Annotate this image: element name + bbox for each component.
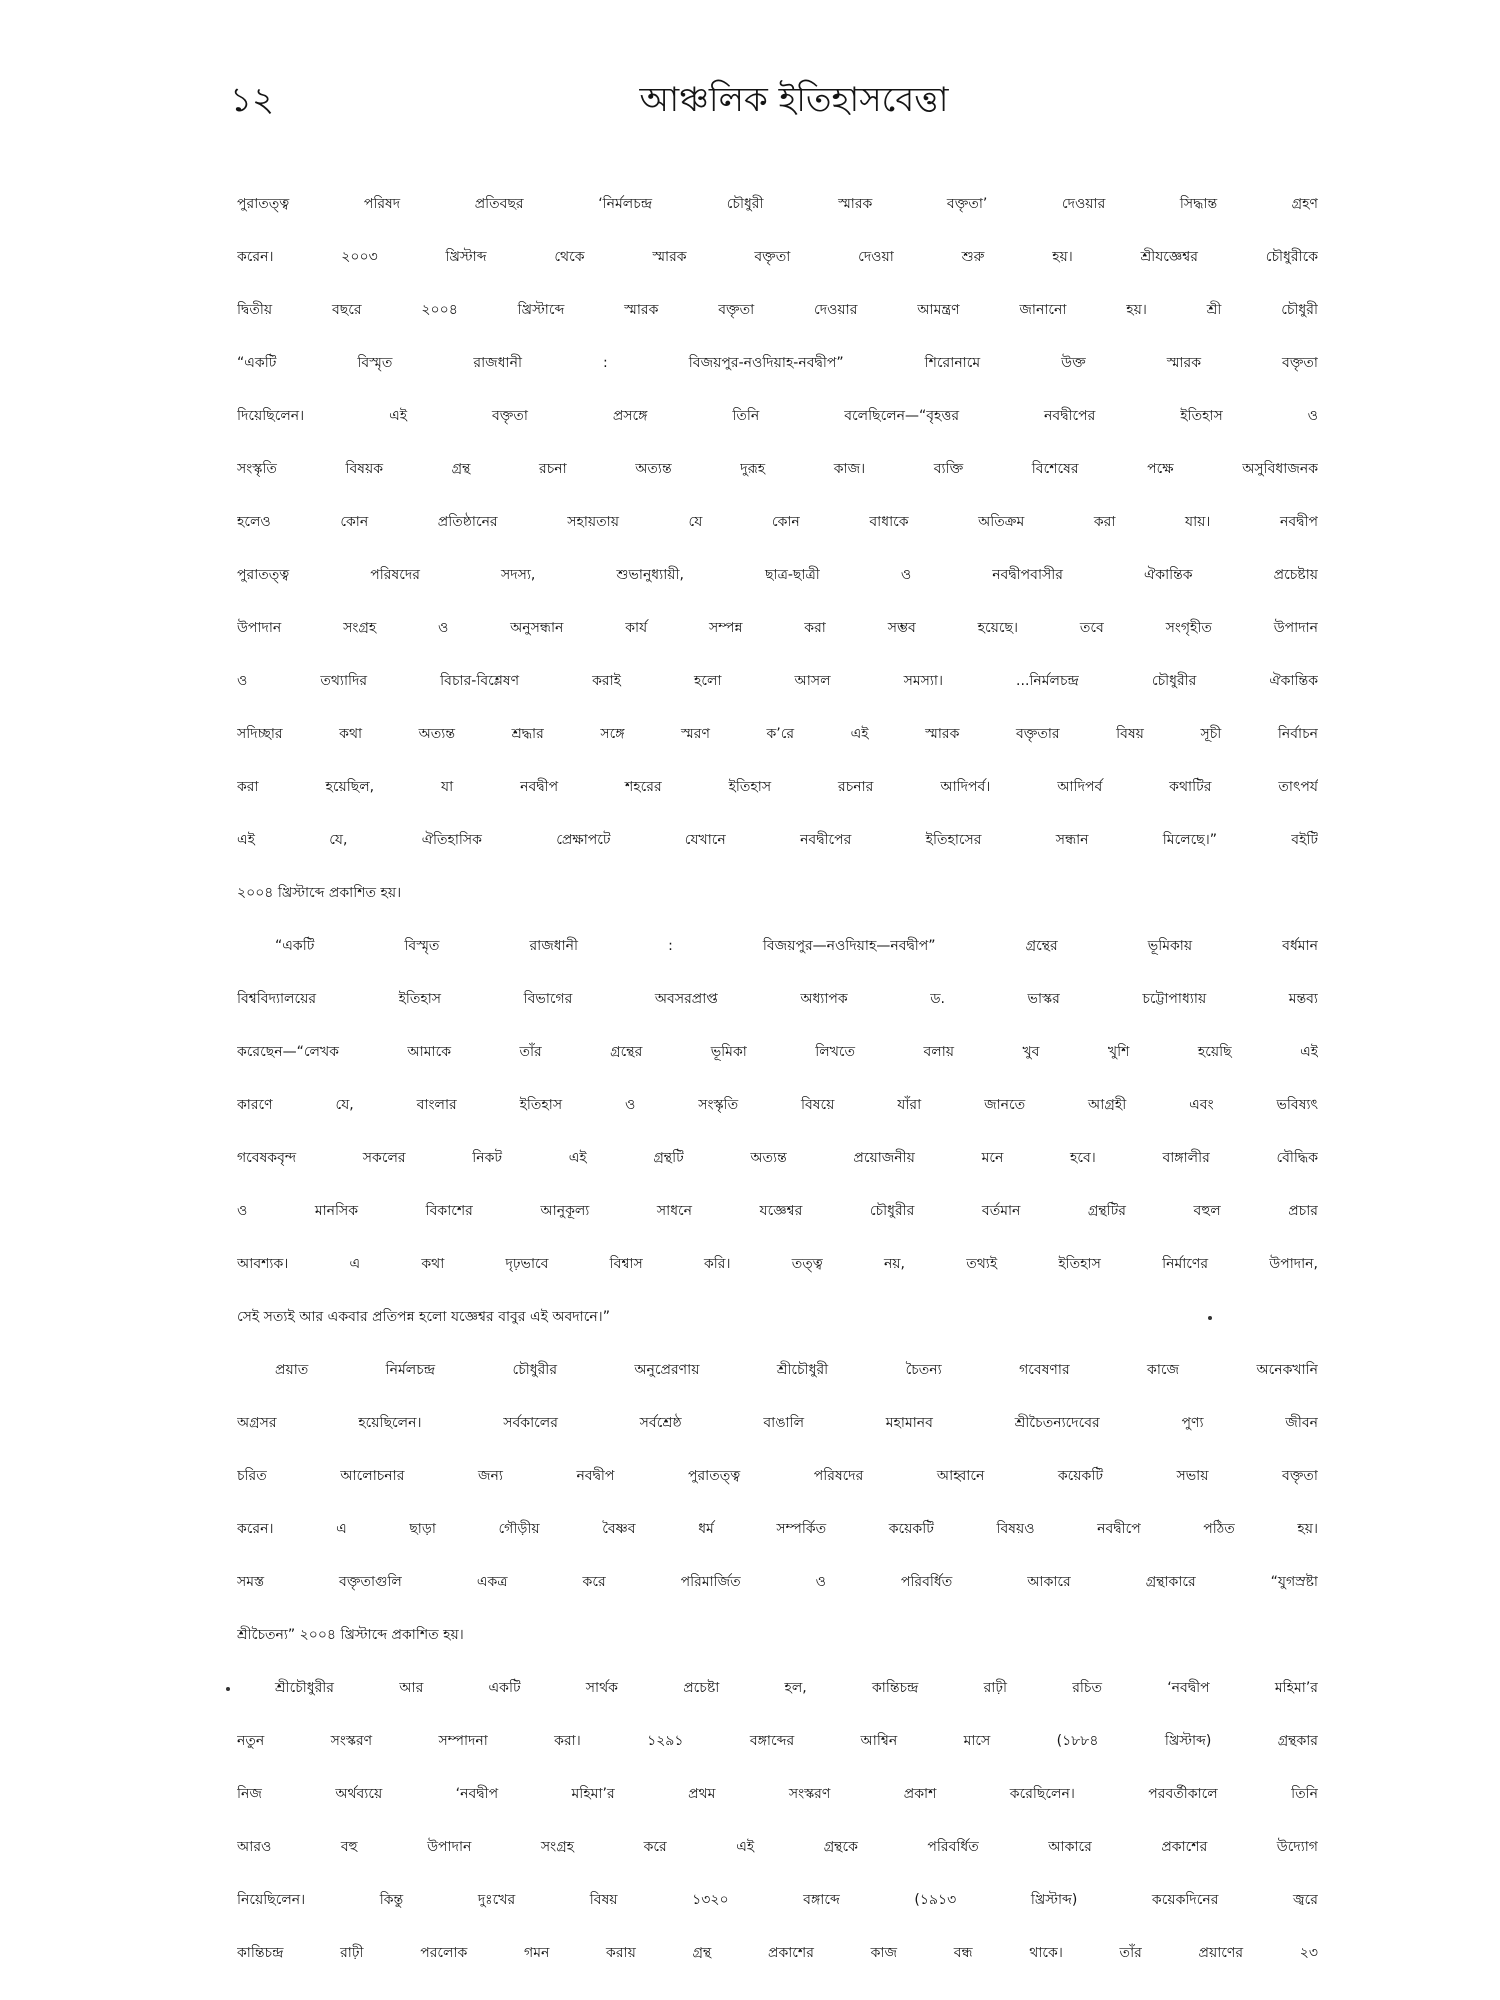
text-line: করা হয়েছিল, যা নবদ্বীপ শহরের ইতিহাস রচনার আদিপর্ব। আদিপর্ব কথাটির তাৎপর্য [237, 779, 1318, 795]
text-line: নিয়েছিলেন। কিন্তু দুঃখের বিষয় ১৩২০ বঙ্গাব্দে (১৯১৩ খ্রিস্টাব্দ) কয়েকদিনের জ্বরে [237, 1892, 1318, 1908]
text-line: আবশ্যক। এ কথা দৃঢ়ভাবে বিশ্বাস করি। তত্ত্ব নয়, তথ্যই ইতিহাস নির্মাণের উপাদান, [237, 1256, 1318, 1272]
text-line: সমস্ত বক্তৃতাগুলি একত্র করে পরিমার্জিত ও পরিবর্ধিত আকারে গ্রন্থাকারে “যুগস্রষ্টা [237, 1574, 1318, 1590]
paragraph [237, 920, 1318, 1344]
text-line: গবেষকবৃন্দ সকলের নিকট এই গ্রন্থটি অত্যন্ত প্রয়োজনীয় মনে হবে। বাঙ্গালীর বৌদ্ধিক [237, 1150, 1318, 1166]
text-line: বিশ্ববিদ্যালয়ের ইতিহাস বিভাগের অবসরপ্রাপ্ত অধ্যাপক ড. ভাস্কর চট্টোপাধ্যায় মন্তব্য [237, 991, 1318, 1007]
paragraph [237, 178, 1318, 920]
text-line: চরিত আলোচনার জন্য নবদ্বীপ পুরাতত্ত্ব পরিষদের আহ্বানে কয়েকটি সভায় বক্তৃতা [237, 1468, 1318, 1484]
body-text [237, 178, 1318, 1980]
text-line: এই যে, ঐতিহাসিক প্রেক্ষাপটে যেখানে নবদ্বীপের ইতিহাসের সন্ধান মিলেছে।” বইটি [237, 832, 1318, 848]
text-line: সেই সত্যই আর একবার প্রতিপন্ন হলো যজ্ঞেশ্বর বাবুর এই অবদানে।” [237, 1309, 610, 1325]
text-line: সদিচ্ছার কথা অত্যন্ত শ্রদ্ধার সঙ্গে স্মরণ ক’রে এই স্মারক বক্তৃতার বিষয় সূচী নির্বাচন [237, 726, 1318, 742]
scan-speck [226, 1687, 230, 1691]
page-number: ১২ [230, 80, 275, 120]
text-line: উপাদান সংগ্রহ ও অনুসন্ধান কার্য সম্পন্ন করা সম্ভব হয়েছে। তবে সংগৃহীত উপাদান [237, 620, 1318, 636]
text-line: আরও বহু উপাদান সংগ্রহ করে এই গ্রন্থকে পরিবর্ধিত আকারে প্রকাশের উদ্যোগ [237, 1839, 1318, 1855]
text-line: শ্রীচৌধুরীর আর একটি সার্থক প্রচেষ্টা হল, কান্তিচন্দ্র রাঢ়ী রচিত ‘নবদ্বীপ মহিমা’র [275, 1680, 1318, 1696]
running-header-title: আঞ্চলিক ইতিহাসবেত্তা [639, 80, 949, 120]
text-line: করেছেন—“লেখক আমাকে তাঁর গ্রন্থের ভূমিকা লিখতে বলায় খুব খুশি হয়েছি এই [237, 1044, 1318, 1060]
text-line: “একটি বিস্মৃত রাজধানী : বিজয়পুর-নওদিয়াহ-নবদ্বীপ” শিরোনামে উক্ত স্মারক বক্তৃতা [237, 355, 1318, 371]
text-line: ২০০৪ খ্রিস্টাব্দে প্রকাশিত হয়। [237, 885, 402, 901]
text-line: দ্বিতীয় বছরে ২০০৪ খ্রিস্টাব্দে স্মারক বক্তৃতা দেওয়ার আমন্ত্রণ জানানো হয়। শ্রী চৌধুরী [237, 302, 1318, 318]
text-line: প্রয়াত নির্মলচন্দ্র চৌধুরীর অনুপ্রেরণায় শ্রীচৌধুরী চৈতন্য গবেষণার কাজে অনেকখানি [275, 1362, 1318, 1378]
text-line: দিয়েছিলেন। এই বক্তৃতা প্রসঙ্গে তিনি বলেছিলেন—“বৃহত্তর নবদ্বীপের ইতিহাস ও [237, 408, 1318, 424]
scan-speck [1208, 1316, 1212, 1320]
text-line: করেন। ২০০৩ খ্রিস্টাব্দ থেকে স্মারক বক্তৃতা দেওয়া শুরু হয়। শ্রীযজ্ঞেশ্বর চৌধুরীকে [237, 249, 1318, 265]
text-line: কান্তিচন্দ্র রাঢ়ী পরলোক গমন করায় গ্রন্থ প্রকাশের কাজ বন্ধ থাকে। তাঁর প্রয়াণের ২৩ [237, 1945, 1318, 1961]
text-line: নতুন সংস্করণ সম্পাদনা করা। ১২৯১ বঙ্গাব্দের আশ্বিন মাসে (১৮৮৪ খ্রিস্টাব্দ) গ্রন্থকার [237, 1733, 1318, 1749]
text-line: ও মানসিক বিকাশের আনুকূল্য সাধনে যজ্ঞেশ্বর চৌধুরীর বর্তমান গ্রন্থটির বহুল প্রচার [237, 1203, 1318, 1219]
text-line: করেন। এ ছাড়া গৌড়ীয় বৈষ্ণব ধর্ম সম্পর্কিত কয়েকটি বিষয়ও নবদ্বীপে পঠিত হয়। [237, 1521, 1318, 1537]
text-line: “একটি বিস্মৃত রাজধানী : বিজয়পুর—নওদিয়াহ—নবদ্বীপ” গ্রন্থের ভূমিকায় বর্ধমান [275, 938, 1318, 954]
text-line: শ্রীচৈতন্য” ২০০৪ খ্রিস্টাব্দে প্রকাশিত হয়। [237, 1627, 464, 1643]
paragraph [237, 1344, 1318, 1662]
text-line: পুরাতত্ত্ব পরিষদ প্রতিবছর ‘নির্মলচন্দ্র চৌধুরী স্মারক বক্তৃতা’ দেওয়ার সিদ্ধান্ত গ্রহণ [237, 196, 1318, 212]
text-line: পুরাতত্ত্ব পরিষদের সদস্য, শুভানুধ্যায়ী, ছাত্র-ছাত্রী ও নবদ্বীপবাসীর ঐকান্তিক প্রচেষ্টায় [237, 567, 1318, 583]
text-line: সংস্কৃতি বিষয়ক গ্রন্থ রচনা অত্যন্ত দুরূহ কাজ। ব্যক্তি বিশেষের পক্ষে অসুবিধাজনক [237, 461, 1318, 477]
paragraph [237, 1662, 1318, 1980]
text-line: অগ্রসর হয়েছিলেন। সর্বকালের সর্বশ্রেষ্ঠ বাঙালি মহামানব শ্রীচৈতন্যদেবের পুণ্য জীবন [237, 1415, 1318, 1431]
text-line: হলেও কোন প্রতিষ্ঠানের সহায়তায় যে কোন বাধাকে অতিক্রম করা যায়। নবদ্বীপ [237, 514, 1318, 530]
text-line: নিজ অর্থব্যয়ে ‘নবদ্বীপ মহিমা’র প্রথম সংস্করণ প্রকাশ করেছিলেন। পরবর্তীকালে তিনি [237, 1786, 1318, 1802]
text-line: ও তথ্যাদির বিচার-বিশ্লেষণ করাই হলো আসল সমস্যা। ...নির্মলচন্দ্র চৌধুরীর ঐকান্তিক [237, 673, 1318, 689]
text-line: কারণে যে, বাংলার ইতিহাস ও সংস্কৃতি বিষয়ে যাঁরা জানতে আগ্রহী এবং ভবিষ্যৎ [237, 1097, 1318, 1113]
